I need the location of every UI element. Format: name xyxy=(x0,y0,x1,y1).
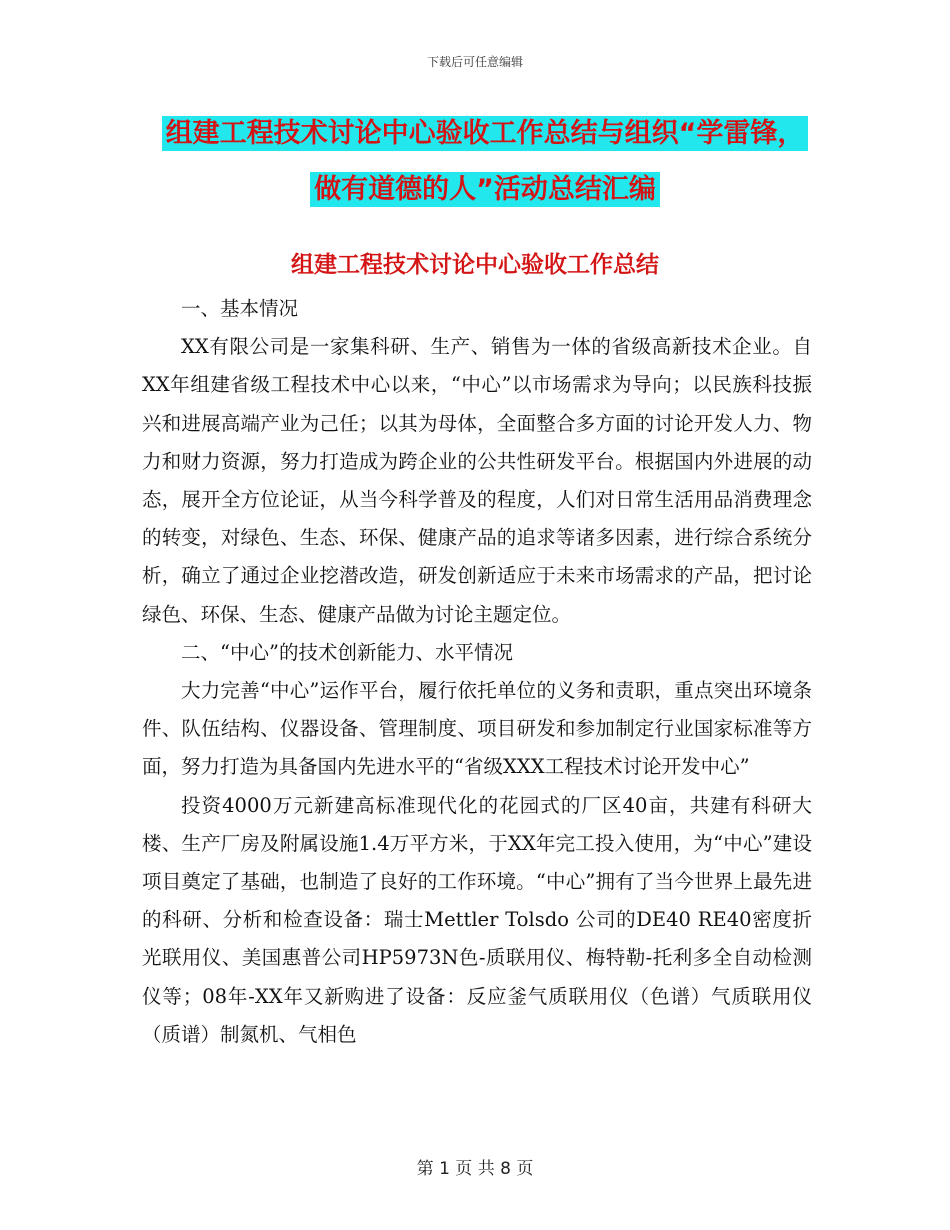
section-title: 组建工程技术讨论中心验收工作总结 xyxy=(291,252,659,278)
heading-innovation: 二、“中心”的技术创新能力、水平情况 xyxy=(181,640,513,664)
heading-basic-info: 一、基本情况 xyxy=(181,297,299,320)
document-title-line-2: 做有道德的人”活动总结汇编 xyxy=(310,172,660,207)
header-note: 下载后可任意编辑 xyxy=(426,55,523,69)
document-title xyxy=(120,106,850,218)
paragraph: 投资4000万元新建高标准现代化的花园式的厂区40亩，共建有科研大楼、生产厂房及附属设施1.4万平方米，于XX年完工投入使用，为“中心”建设项目奠定了基础，也制造了良好的工作环境。“中心”拥有了当今世界上最先进的科研、分析和检查设备：瑞士Mettler Tolsdo 公司的DE40 RE40密度折光联用仪、美国惠普公司HP5973N色-质联用仪、梅特勒-托利多全自动检测仪等；08年-XX年又新购进了设备：反应釜气质联用仪（色谱）气质联用仪（质谱）制氮机、气相色 xyxy=(142,793,812,1046)
document-title-line-1: 组建工程技术讨论中心验收工作总结与组织“学雷锋， xyxy=(162,116,809,151)
page-footer: 第 1 页 共 8 页 xyxy=(416,1159,534,1179)
paragraph: XX有限公司是一家集科研、生产、销售为一体的省级高新技术企业。自XX年组建省级工程技术中心以来，“中心”以市场需求为导向；以民族科技振兴和进展高端产业为己任；以其为母体，全面整合多方面的讨论开发人力、物力和财力资源，努力打造成为跨企业的公共性研发平台。根据国内外进展的动态，展开全方位论证，从当今科学普及的程度，人们对日常生活用品消费理念的转变，对绿色、生态、环保、健康产品的追求等诸多因素，进行综合系统分析，确立了通过企业挖潜改造，研发创新适应于未来市场需求的产品，把讨论绿色、环保、生态、健康产品做为讨论主题定位。 xyxy=(142,335,812,626)
document-body xyxy=(142,290,812,1054)
paragraph: 大力完善“中心”运作平台，履行依托单位的义务和责职，重点突出环境条件、队伍结构、仪器设备、管理制度、项目研发和参加制定行业国家标准等方面，努力打造为具备国内先进水平的“省级XXX工程技术讨论开发中心” xyxy=(142,679,812,779)
